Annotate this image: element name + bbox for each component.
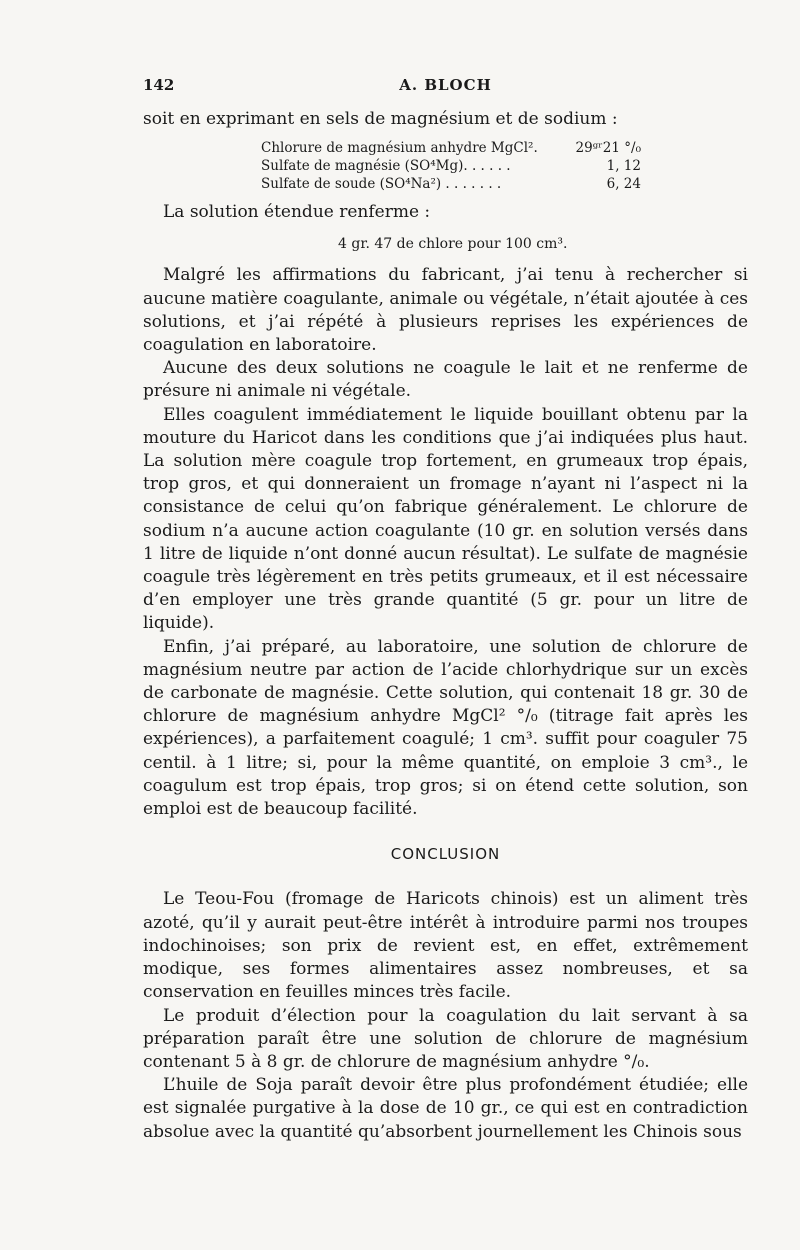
page-header — [143, 76, 748, 98]
paragraph-soja: L’huile de Soja paraît devoir être plus profondément étudiée; elle est signalée purgative à la dose de 10 gr., ce qui est en contradiction absolue avec la quantité qu’absorbent journellement les Chinois sous — [143, 1075, 748, 1142]
table-label: Sulfate de magnésie (SO⁴Mg). . . . . . — [261, 158, 511, 175]
chlorine-formula: 4 gr. 47 de chlore pour 100 cm³. — [338, 236, 568, 253]
paragraph-coagulation: Elles coagulent immédiatement le liquide bouillant obtenu par la mouture du Haricot dans les conditions que j’ai indiquées plus haut. La solution mère coagule trop fortement, en grumeaux trop épais, trop gros, et qui donneraient un fromage n’ayant ni l’aspect ni la consistance de celui qu’on fabrique généralement. Le chlorure de sodium n’a aucune action coagulante (10 gr. en solution versés dans 1 litre de liquide n’ont donné aucun résultat). Le sulfate de magnésie coagule très légèrement en très petits grumeaux, et il est nécessaire d’en employer une très grande quantité (5 gr. pour un litre de liquide). — [143, 404, 748, 634]
table-row — [261, 175, 641, 193]
table-label: Sulfate de soude (SO⁴Na²) . . . . . . . — [261, 176, 502, 193]
intro-paragraph: soit en exprimant en sels de magnésium et de sodium : — [143, 109, 618, 129]
section-title: CONCLUSION — [390, 845, 501, 864]
table-row — [261, 139, 641, 157]
paragraph-election: Le produit d’élection pour la coagulation du lait servant à sa préparation paraît être une solution de chlorure de magnésium contenant 5 à 8 gr. de chlorure de magnésium anhydre °/₀. — [143, 1005, 748, 1072]
running-head: A. BLOCH — [399, 76, 492, 94]
paragraph-laboratoire: Enfin, j’ai préparé, au laboratoire, une solution de chlorure de magnésium neutre par action de l’acide chlorhydrique sur un excès de carbonate de magnésie. Cette solution, qui contenait 18 gr. 30 de chlorure de magnésium anhydre MgCl² °/₀ (titrage fait après les expériences), a parfaitement coagulé; 1 cm³. suffit pour coaguler 75 centil. à 1 litre; si, pour la même quantité, on emploie 3 cm³., le coagulum est trop épais, trop gros; si on étend cette solution, son emploi est de beaucoup facilité. — [143, 636, 748, 820]
body-text — [143, 108, 748, 1144]
table-value: 29ᵍʳ21 °/₀ — [575, 140, 641, 157]
page-number: 142 — [143, 76, 175, 94]
paragraph-teou-fou: Le Teou-Fou (fromage de Haricots chinois) est un aliment très azoté, qu’il y aurait peut-être intérêt à introduire parmi nos troupes indochinoises; son prix de revient est, en effet, extrêmement modique, ses formes alimentaires assez nombreuses, et sa conservation en feuilles minces très facile. — [143, 889, 748, 1003]
paragraph-presure: Aucune des deux solutions ne coagule le lait et ne renferme de présure ni animale ni végétale. — [143, 358, 748, 402]
table-row — [261, 157, 641, 175]
table-value: 1, 12 — [606, 158, 641, 175]
table-value: 6, 24 — [606, 176, 641, 193]
paragraph-fabricant: Malgré les affirmations du fabricant, j’ai tenu à rechercher si aucune matière coagulante, animale ou végétale, n’était ajoutée à ces solutions, et j’ai répété à plusieurs reprises les expériences de coagulation en laboratoire. — [143, 265, 748, 356]
composition-table — [261, 139, 641, 193]
solution-paragraph: La solution étendue renferme : — [163, 202, 431, 223]
table-label: Chlorure de magnésium anhydre MgCl². — [261, 140, 538, 157]
